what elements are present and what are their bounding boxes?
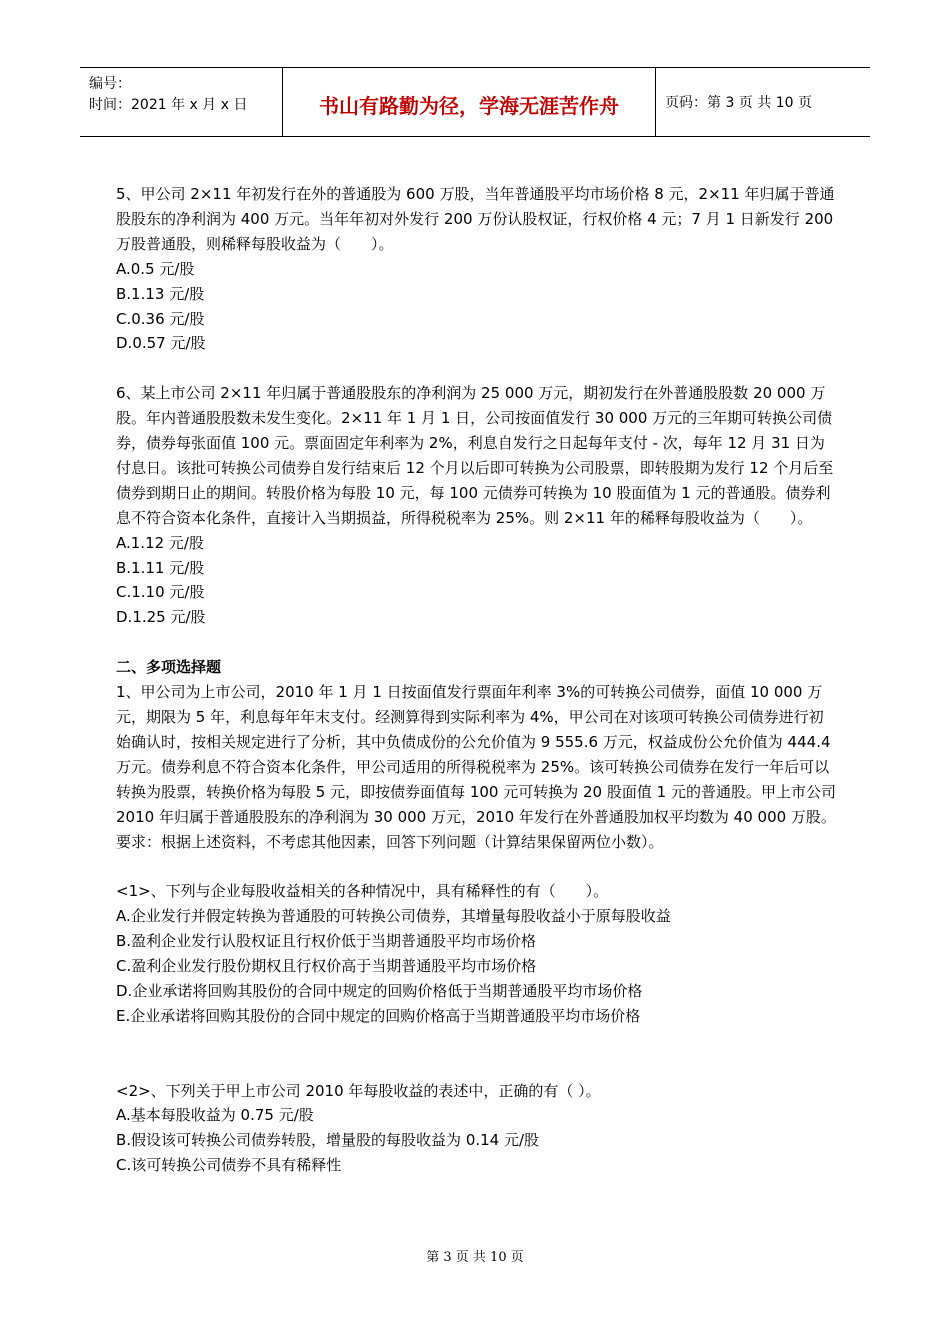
section-title: 二、多项选择题 bbox=[116, 658, 222, 677]
option-b: B.假设该可转换公司债券转股，增量股的每股收益为 0.14 元/股 bbox=[116, 1131, 540, 1150]
option-c: C.该可转换公司债券不具有稀释性 bbox=[116, 1156, 342, 1175]
question-stem: 5、甲公司 2×11 年初发行在外的普通股为 600 万股，当年普通股平均市场价格 8 元，2×11 年归属于普通股股东的净利润为 400 万元。当年年初对外发行 200 万份认股权证，行权价格 4 元；7 月 1 日新发行 200 万股普通股，则稀释每股收益为（ ）。 bbox=[116, 185, 835, 253]
header-page-info: 页码：第 3 页 共 10 页 bbox=[665, 95, 812, 111]
option-d: D.1.25 元/股 bbox=[116, 608, 206, 627]
case-requirement: 要求：根据上述资料，不考虑其他因素，回答下列问题（计算结果保留两位小数）。 bbox=[116, 832, 664, 851]
option-b: B.1.13 元/股 bbox=[116, 284, 205, 303]
option-e: E.企业承诺将回购其股份的合同中规定的回购价格高于当期普通股平均市场价格 bbox=[116, 1006, 641, 1025]
question-5 bbox=[116, 182, 838, 356]
option-d: D.0.57 元/股 bbox=[116, 334, 206, 353]
option-a: A.1.12 元/股 bbox=[116, 533, 204, 552]
option-b: B.1.11 元/股 bbox=[116, 558, 205, 577]
option-b: B.盈利企业发行认股权证且行权价低于当期普通股平均市场价格 bbox=[116, 932, 537, 951]
doc-number-label: 编号： bbox=[89, 76, 131, 92]
option-c: C.0.36 元/股 bbox=[116, 309, 205, 328]
option-a: A.基本每股收益为 0.75 元/股 bbox=[116, 1106, 314, 1125]
question-stem: 6、某上市公司 2×11 年归属于普通股股东的净利润为 25 000 万元，期初发行在外普通股股数 20 000 万股。年内普通股股数未发生变化。2×11 年 1 月 1 日，公司按面值发行 30 000 万元的三年期可转换公司债券，债券每张面值 100 元。票面固定年利率为 2%，利息自发行之日起每年支付 - 次，每年 12 月 31 日为付息日。该批可转换公司债券自发行结束后 12 个月以后即可转换为公司股票，即转股期为发行 12 个月后至债券到期日止的期间。转股价格为每股 10 元，每 100 元债券可转换为 10 股面值为 1 元的普通股。债券利息不符合资本化条件，直接计入当期损益，所得税税率为 25%。则 2×11 年的稀释每股收益为（ ）。 bbox=[116, 384, 834, 527]
page-footer: 第 3 页 共 10 页 bbox=[426, 1250, 524, 1265]
question-6 bbox=[116, 381, 838, 630]
case-stem: 1、甲公司为上市公司，2010 年 1 月 1 日按面值发行票面年利率 3%的可转换公司债券，面值 10 000 万元，期限为 5 年，利息每年年末支付。经测算得到实际利率为 4%，甲公司在对该项可转换公司债券进行初始确认时，按相关规定进行了分析，其中负债成份的公允价值为 9 555.6 万元，权益成份公允价值为 444.4 万元。债券利息不符合资本化条件，甲公司适用的所得税税率为 25%。该可转换公司债券在发行一年后可以转换为股票，转换价格为每股 5 元，即按债券面值每 100 元可转换为 20 股面值 1 元的普通股。甲上市公司 2010 年归属于普通股股东的净利润为 30 000 万元，2010 年发行在外普通股加权平均数为 40 000 万股。 bbox=[116, 683, 836, 826]
header-motto: 书山有路勤为径，学海无涯苦作舟 bbox=[283, 68, 656, 136]
sub-question-2 bbox=[116, 1079, 838, 1179]
doc-date-label: 时间：2021 年 x 月 x 日 bbox=[89, 97, 248, 113]
document-body bbox=[116, 182, 838, 1178]
option-d: D.企业承诺将回购其股份的合同中规定的回购价格低于当期普通股平均市场价格 bbox=[116, 981, 643, 1000]
page-header bbox=[80, 67, 870, 137]
option-a: A.0.5 元/股 bbox=[116, 259, 195, 278]
question-stem: <2>、下列关于甲上市公司 2010 年每股收益的表述中，正确的有（ ）。 bbox=[116, 1081, 601, 1100]
question-stem: <1>、下列与企业每股收益相关的各种情况中，具有稀释性的有（ ）。 bbox=[116, 882, 609, 901]
header-meta bbox=[80, 68, 283, 136]
sub-question-1 bbox=[116, 879, 838, 1028]
option-c: C.1.10 元/股 bbox=[116, 583, 205, 602]
option-c: C.盈利企业发行股份期权且行权价高于当期普通股平均市场价格 bbox=[116, 957, 537, 976]
option-a: A.企业发行并假定转换为普通股的可转换公司债券，其增量每股收益小于原每股收益 bbox=[116, 907, 671, 926]
